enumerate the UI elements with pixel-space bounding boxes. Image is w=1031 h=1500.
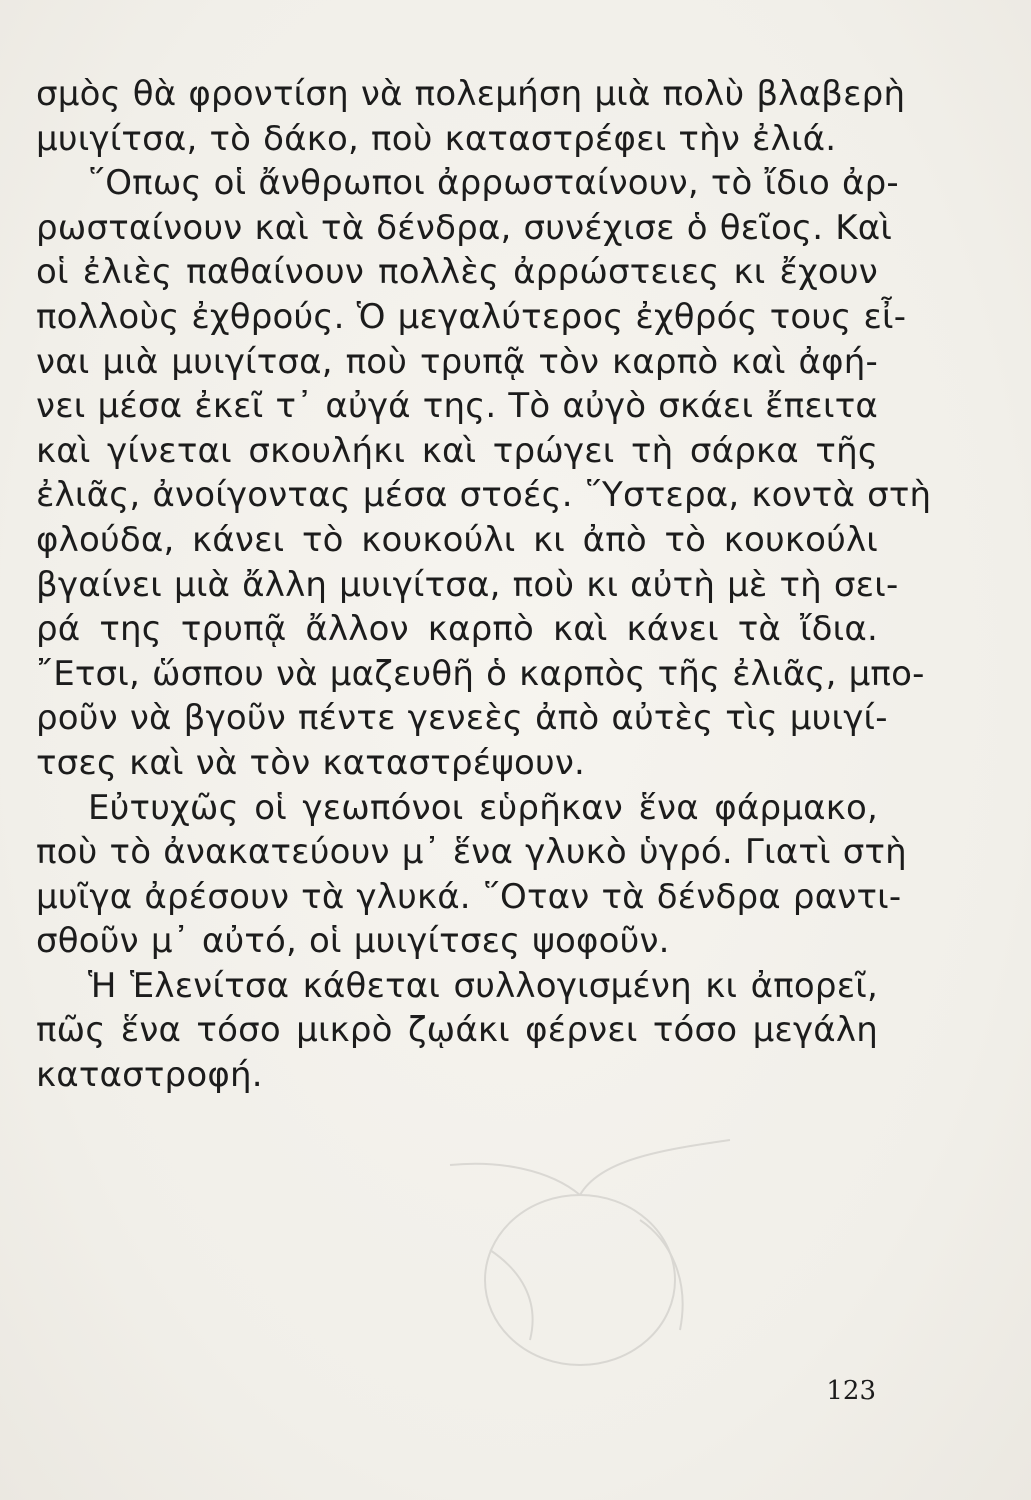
text-line: ποὺ τὸ ἀνακατεύουν μ᾽ ἕνα γλυκὸ ὑγρό. Γιατὶ στὴ (36, 832, 907, 873)
text-line: ρωσταίνουν καὶ τὰ δένδρα, συνέχισε ὁ θεῖος. Καὶ (36, 207, 893, 248)
text-line: σθοῦν μ᾽ αὐτό, οἱ μυιγίτσες ψοφοῦν. (36, 921, 670, 962)
paragraph-1 (36, 72, 906, 161)
paragraph-2 (36, 161, 932, 785)
text-line: μυιγίτσα, τὸ δάκο, ποὺ καταστρέφει τὴν ἐλιά. (36, 118, 837, 159)
page-number: 123 (826, 1376, 876, 1406)
text-line: ἐλιᾶς, ἀνοίγοντας μέσα στοές. ῞Υστερα, κοντὰ στὴ (36, 475, 932, 516)
text-line: καταστροφή. (36, 1055, 263, 1096)
text-line: οἱ ἐλιὲς παθαίνουν πολλὲς ἀρρώστειες κι ἔχουν (36, 252, 878, 293)
text-line: ρά της τρυπᾷ ἄλλον καρπὸ καὶ κάνει τὰ ἴδια. (36, 609, 878, 650)
text-line: Εὐτυχῶς οἱ γεωπόνοι εὑρῆκαν ἕνα φάρμακο, (88, 787, 878, 828)
text-line: Ἡ Ἑλενίτσα κάθεται συλλογισμένη κι ἀπορεῖ, (88, 965, 878, 1006)
text-line: ῎Ετσι, ὥσπου νὰ μαζευθῆ ὁ καρπὸς τῆς ἐλιᾶς, μπο- (36, 653, 925, 694)
text-line: ναι μιὰ μυιγίτσα, ποὺ τρυπᾷ τὸν καρπὸ καὶ ἀφή- (36, 341, 878, 382)
text-line: βγαίνει μιὰ ἄλλη μυιγίτσα, ποὺ κι αὐτὴ μὲ τὴ σει- (36, 564, 899, 605)
paragraph-4 (36, 964, 878, 1098)
text-line: πολλοὺς ἐχθρούς. Ὁ μεγαλύτερος ἐχθρός τους εἶ- (36, 296, 907, 337)
text-line: ροῦν νὰ βγοῦν πέντε γενεὲς ἀπὸ αὐτὲς τὶς μυιγί- (36, 698, 888, 739)
text-line: πῶς ἕνα τόσο μικρὸ ζῳάκι φέρνει τόσο μεγάλη (36, 1010, 878, 1051)
text-line: μυῖγα ἀρέσουν τὰ γλυκά. ῞Οταν τὰ δένδρα ραντι- (36, 876, 902, 917)
text-line: καὶ γίνεται σκουλήκι καὶ τρώγει τὴ σάρκα τῆς (36, 430, 878, 471)
text-line: φλούδα, κάνει τὸ κουκούλι κι ἀπὸ τὸ κουκούλι (36, 519, 878, 560)
text-line: σμὸς θὰ φροντίση νὰ πολεμήση μιὰ πολὺ βλαβερὴ (36, 74, 906, 114)
text-line: ῞Οπως οἱ ἄνθρωποι ἀρρωσταίνουν, τὸ ἴδιο ἀρ- (88, 163, 899, 204)
show-through-illustration (430, 1130, 790, 1390)
text-line: νει μέσα ἐκεῖ τ᾽ αὐγά της. Τὸ αὐγὸ σκάει ἔπειτα (36, 386, 878, 427)
text-line: τσες καὶ νὰ τὸν καταστρέψουν. (36, 742, 586, 783)
body-text (36, 72, 932, 1098)
paragraph-3 (36, 786, 907, 964)
